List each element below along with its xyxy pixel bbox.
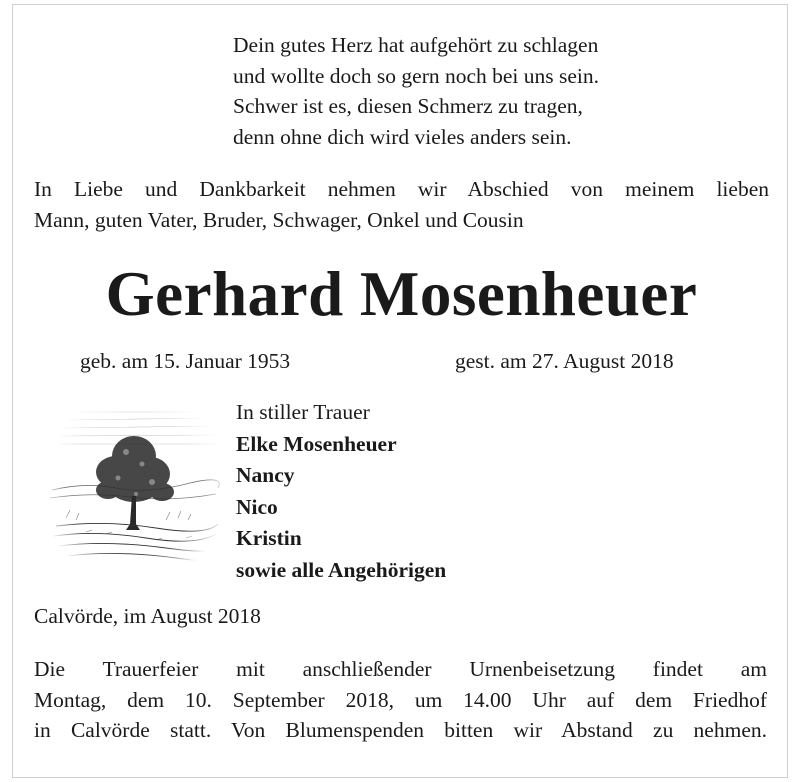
birth-date: geb. am 15. Januar 1953 [80, 349, 291, 373]
tree-landscape-icon [46, 398, 222, 574]
funeral-details [34, 654, 767, 746]
place-and-date: Calvörde, im August 2018 [34, 604, 261, 628]
poem-line: Dein gutes Herz hat aufgehört zu schlagen [233, 33, 599, 57]
mourner-name: Elke Mosenheuer [236, 431, 397, 456]
poem-line: denn ohne dich wird vieles anders sein. [233, 124, 572, 149]
intro-line: Mann, guten Vater, Bruder, Schwager, Onkel und Cousin [34, 208, 524, 232]
mourner-name: Nico [236, 494, 278, 519]
death-date: gest. am 27. August 2018 [455, 349, 674, 373]
deceased-name: Gerhard Mosenheuer [105, 259, 698, 329]
poem-line: Schwer ist es, diesen Schmerz zu tragen, [233, 94, 583, 118]
mourner-name: sowie alle Angehörigen [236, 557, 447, 582]
mourners-list [236, 397, 446, 586]
funeral-line: Die Trauerfeier mit anschließender Urnenbeisetzung findet am [34, 657, 767, 681]
farewell-intro [34, 174, 769, 236]
mourner-name: Nancy [236, 463, 295, 487]
intro-line: In Liebe und Dankbarkeit nehmen wir Abschied von meinem lieben [34, 177, 769, 201]
funeral-line: in Calvörde statt. Von Blumenspenden bitten wir Abstand zu nehmen. [34, 718, 767, 742]
mourners-heading: In stiller Trauer [236, 400, 370, 424]
memorial-poem [233, 30, 599, 152]
funeral-line: Montag, dem 10. September 2018, um 14.00 Uhr auf dem Friedhof [34, 687, 767, 712]
mourner-name: Kristin [236, 526, 302, 550]
poem-line: und wollte doch so gern noch bei uns sein. [233, 63, 600, 88]
